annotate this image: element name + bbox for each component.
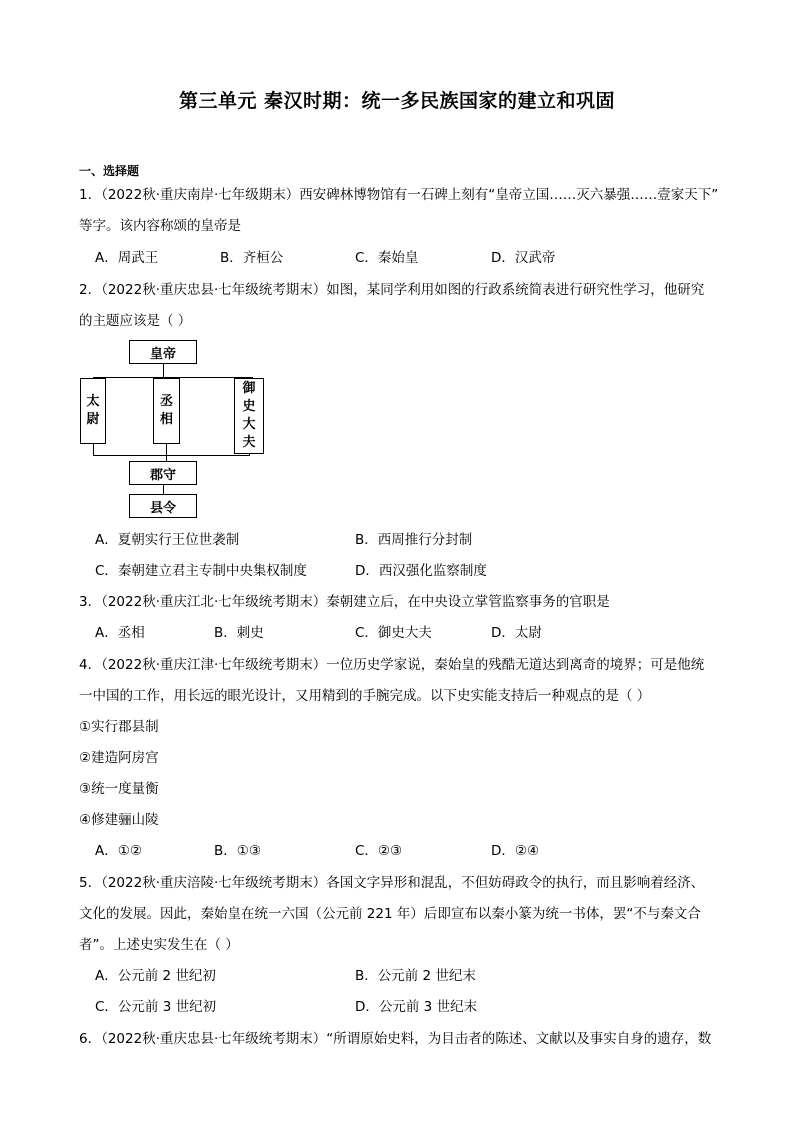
q4-option-c: C．②③: [355, 843, 403, 859]
q3-option-c: C．御史大夫: [355, 625, 432, 641]
question-1-line-2: 等字。该内容称颂的皇帝是: [79, 218, 241, 234]
yushidafu-char: 夫: [242, 435, 256, 450]
q4-statement-4: ④修建骊山陵: [79, 812, 159, 828]
q1-option-c: C．秦始皇: [355, 250, 419, 266]
taiwei-box: [80, 378, 106, 444]
q5-option-c: C．公元前 3 世纪初: [95, 999, 217, 1015]
q3-option-a: A．丞相: [95, 625, 145, 641]
question-2-line-1: 2．（2022秋·重庆忠县·七年级统考期末）如图，某同学利用如图的行政系统简表进行研究性学习，他研究: [79, 282, 705, 298]
q5-option-d: D．公元前 3 世纪末: [355, 999, 478, 1015]
question-5-line-1: 5．（2022秋·重庆涪陵·七年级统考期末）各国文字异形和混乱，不但妨碍政令的执行，而且影响着经济、: [79, 875, 705, 891]
question-3-line-1: 3．（2022秋·重庆江北·七年级统考期末）秦朝建立后，在中央设立掌管监察事务的官职是: [79, 594, 610, 610]
connector-line: [166, 444, 167, 455]
yushidafu-char: 御: [242, 381, 256, 396]
connector-line: [163, 364, 164, 377]
q4-statement-3: ③统一度量衡: [79, 781, 159, 797]
question-6-line-1: 6．（2022秋·重庆忠县·七年级统考期末）“所谓原始史料，为目击者的陈述、文献以及事实自身的遗存，数: [79, 1031, 712, 1047]
q4-option-b: B．①③: [214, 843, 261, 859]
q1-option-b: B．齐桓公: [220, 250, 284, 266]
question-5-line-3: 者”。上述史实发生在（ ）: [79, 937, 239, 953]
question-1-line-1: 1．（2022秋·重庆南岸·七年级期末）西安碑林博物馆有一石碑上刻有“皇帝立国……灭六暴强……壹家天下”: [79, 187, 719, 203]
connector-line: [93, 455, 250, 456]
section-heading: 一、选择题: [79, 164, 140, 178]
question-5-line-2: 文化的发展。因此，秦始皇在统一六国（公元前 221 年）后即宣布以秦小篆为统一书体，罢“不与秦文合: [79, 906, 701, 922]
question-2-line-2: 的主题应该是（ ）: [79, 313, 192, 329]
q4-option-a: A．①②: [95, 843, 142, 859]
junshou-box: 郡守: [129, 461, 197, 485]
q2-option-a: A．夏朝实行王位世袭制: [95, 532, 240, 548]
taiwei-char: 尉: [86, 412, 100, 427]
yushidafu-char: 史: [242, 399, 256, 414]
chengxiang-char: 丞: [159, 394, 173, 409]
q4-option-d: D．②④: [491, 843, 540, 859]
q1-option-d: D．汉武帝: [491, 250, 556, 266]
q1-option-a: A．周武王: [95, 250, 159, 266]
connector-line: [93, 444, 94, 455]
q5-option-a: A．公元前 2 世纪初: [95, 968, 216, 984]
q3-option-b: B．刺史: [214, 625, 264, 641]
q4-statement-2: ②建造阿房宫: [79, 750, 159, 766]
yushidafu-box: [234, 378, 264, 454]
q3-option-d: D．太尉: [491, 625, 542, 641]
administrative-system-diagram: [76, 338, 271, 520]
taiwei-char: 太: [86, 394, 100, 409]
chengxiang-char: 相: [159, 412, 173, 427]
emperor-box: 皇帝: [129, 340, 197, 364]
q5-option-b: B．公元前 2 世纪末: [355, 968, 476, 984]
xianling-box: 县令: [129, 494, 197, 518]
q2-option-b: B．西周推行分封制: [355, 532, 473, 548]
chengxiang-box: [153, 378, 180, 444]
question-4-line-1: 4．（2022秋·重庆江津·七年级统考期末）一位历史学家说，秦始皇的残酷无道达到离奇的境界；可是他统: [79, 657, 705, 673]
q2-option-d: D．西汉强化监察制度: [355, 563, 487, 579]
q4-statement-1: ①实行郡县制: [79, 719, 159, 735]
page-title: 第三单元 秦汉时期：统一多民族国家的建立和巩固: [178, 90, 616, 112]
connector-line: [163, 485, 164, 494]
yushidafu-char: 大: [242, 417, 256, 432]
question-4-line-2: 一中国的工作，用长远的眼光设计，又用精到的手腕完成。以下史实能支持后一种观点的是（ ）: [79, 688, 651, 704]
q2-option-c: C．秦朝建立君主专制中央集权制度: [95, 563, 307, 579]
